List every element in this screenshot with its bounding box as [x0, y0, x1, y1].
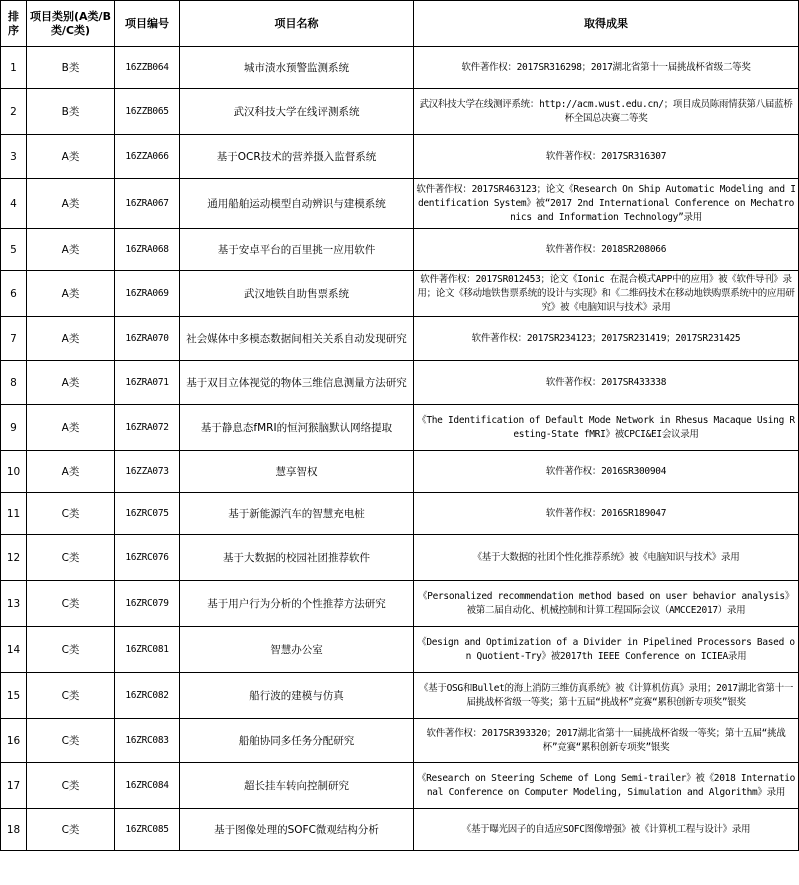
- cell-code: 16ZRA068: [115, 229, 180, 271]
- header-code: 项目编号: [115, 1, 180, 47]
- cell-category: A类: [27, 229, 115, 271]
- cell-category: C类: [27, 673, 115, 719]
- cell-code: 16ZRA072: [115, 405, 180, 451]
- cell-code: 16ZRA070: [115, 317, 180, 361]
- cell-category: C类: [27, 581, 115, 627]
- table-row: [1, 229, 799, 271]
- cell-code: 16ZZA073: [115, 451, 180, 493]
- table-row: [1, 47, 799, 89]
- cell-category: A类: [27, 317, 115, 361]
- table-row: [1, 627, 799, 673]
- cell-index: 16: [1, 719, 27, 763]
- table-row: [1, 405, 799, 451]
- cell-code: 16ZRC085: [115, 809, 180, 851]
- cell-category: A类: [27, 451, 115, 493]
- cell-index: 6: [1, 271, 27, 317]
- cell-category: C类: [27, 719, 115, 763]
- cell-result: 软件著作权：2016SR189047: [414, 493, 799, 535]
- cell-code: 16ZRC076: [115, 535, 180, 581]
- cell-category: C类: [27, 627, 115, 673]
- cell-result: 软件著作权：2017SR012453；论文《Ionic 在混合模式APP中的应用》被《软件导刊》录用；论文《移动地铁售票系统的设计与实现》和《二维码技术在移动地铁购票系统中的应用研究》被《电脑知识与技术》录用: [414, 271, 799, 317]
- cell-index: 9: [1, 405, 27, 451]
- cell-category: B类: [27, 89, 115, 135]
- cell-index: 5: [1, 229, 27, 271]
- cell-category: A类: [27, 179, 115, 229]
- header-row: [1, 1, 799, 47]
- cell-category: C类: [27, 763, 115, 809]
- cell-result: 软件著作权：2017SR433338: [414, 361, 799, 405]
- cell-category: A类: [27, 271, 115, 317]
- cell-name: 社会媒体中多模态数据间相关关系自动发现研究: [180, 317, 414, 361]
- cell-index: 18: [1, 809, 27, 851]
- cell-name: 基于安卓平台的百里挑一应用软件: [180, 229, 414, 271]
- cell-code: 16ZZB065: [115, 89, 180, 135]
- cell-code: 16ZRC083: [115, 719, 180, 763]
- cell-name: 船行波的建模与仿真: [180, 673, 414, 719]
- table-row: [1, 763, 799, 809]
- cell-category: A类: [27, 405, 115, 451]
- cell-category: A类: [27, 135, 115, 179]
- cell-code: 16ZRA069: [115, 271, 180, 317]
- cell-result: 《基于OSG和Bullet的海上消防三维仿真系统》被《计算机仿真》录用；2017湖北省第十一届挑战杯省级一等奖；第十五届“挑战杯”竞赛“累积创新专项奖”银奖: [414, 673, 799, 719]
- cell-category: B类: [27, 47, 115, 89]
- cell-name: 通用船舶运动模型自动辨识与建模系统: [180, 179, 414, 229]
- cell-index: 13: [1, 581, 27, 627]
- cell-index: 12: [1, 535, 27, 581]
- cell-result: 《基于大数据的社团个性化推荐系统》被《电脑知识与技术》录用: [414, 535, 799, 581]
- table-row: [1, 535, 799, 581]
- cell-index: 3: [1, 135, 27, 179]
- cell-name: 基于新能源汽车的智慧充电桩: [180, 493, 414, 535]
- table-body: [1, 47, 799, 851]
- cell-index: 7: [1, 317, 27, 361]
- header-name: 项目名称: [180, 1, 414, 47]
- cell-result: 软件著作权：2017SR316298；2017湖北省第十一届挑战杯省级二等奖: [414, 47, 799, 89]
- header-category: 项目类别(A类/B类/C类): [27, 1, 115, 47]
- cell-result: 软件著作权：2017SR393320；2017湖北省第十一届挑战杯省级一等奖；第十五届“挑战杯”竞赛“累积创新专项奖”银奖: [414, 719, 799, 763]
- table-row: [1, 673, 799, 719]
- cell-code: 16ZRC075: [115, 493, 180, 535]
- cell-name: 武汉科技大学在线评测系统: [180, 89, 414, 135]
- cell-name: 武汉地铁自助售票系统: [180, 271, 414, 317]
- cell-name: 基于图像处理的SOFC微观结构分析: [180, 809, 414, 851]
- table-row: [1, 809, 799, 851]
- cell-index: 15: [1, 673, 27, 719]
- cell-category: C类: [27, 493, 115, 535]
- cell-result: 《基于曝光因子的自适应SOFC图像增强》被《计算机工程与设计》录用: [414, 809, 799, 851]
- table-row: [1, 361, 799, 405]
- table-row: [1, 89, 799, 135]
- table-row: [1, 581, 799, 627]
- cell-index: 17: [1, 763, 27, 809]
- cell-name: 智慧办公室: [180, 627, 414, 673]
- cell-index: 1: [1, 47, 27, 89]
- cell-name: 基于OCR技术的营养摄入监督系统: [180, 135, 414, 179]
- cell-index: 2: [1, 89, 27, 135]
- cell-result: 《Design and Optimization of a Divider in Pipelined Processors Based on Quotient-Try》被2017th IEEE Conference on ICIEA录用: [414, 627, 799, 673]
- cell-name: 超长挂车转向控制研究: [180, 763, 414, 809]
- cell-index: 11: [1, 493, 27, 535]
- cell-code: 16ZRC079: [115, 581, 180, 627]
- cell-result: 《Research on Steering Scheme of Long Semi-trailer》被《2018 International Conference on Computer Modeling, Simulation and Algorithm》录用: [414, 763, 799, 809]
- cell-result: 软件著作权：2018SR208066: [414, 229, 799, 271]
- cell-category: A类: [27, 361, 115, 405]
- cell-code: 16ZZB064: [115, 47, 180, 89]
- cell-result: 软件著作权：2017SR463123；论文《Research On Ship Automatic Modeling and Identification System》被“2017 2nd International Conference on Mechatronics and Information Technology”录用: [414, 179, 799, 229]
- table-row: [1, 317, 799, 361]
- cell-result: 《The Identification of Default Mode Network in Rhesus Macaque Using Resting-State fMRI》被CPCI&EI会议录用: [414, 405, 799, 451]
- cell-category: C类: [27, 809, 115, 851]
- cell-result: 《Personalized recommendation method based on user behavior analysis》被第二届自动化、机械控制和计算工程国际会议（AMCCE2017）录用: [414, 581, 799, 627]
- cell-result: 软件著作权：2017SR234123；2017SR231419；2017SR231425: [414, 317, 799, 361]
- cell-index: 14: [1, 627, 27, 673]
- cell-category: C类: [27, 535, 115, 581]
- header-index: 排序: [1, 1, 27, 47]
- cell-code: 16ZRA071: [115, 361, 180, 405]
- cell-code: 16ZRC084: [115, 763, 180, 809]
- cell-name: 城市渍水预警监测系统: [180, 47, 414, 89]
- cell-index: 10: [1, 451, 27, 493]
- table-row: [1, 271, 799, 317]
- cell-index: 8: [1, 361, 27, 405]
- cell-code: 16ZZA066: [115, 135, 180, 179]
- cell-name: 基于静息态fMRI的恒河猴脑默认网络提取: [180, 405, 414, 451]
- header-result: 取得成果: [414, 1, 799, 47]
- cell-result: 软件著作权：2017SR316307: [414, 135, 799, 179]
- table-row: [1, 135, 799, 179]
- cell-code: 16ZRA067: [115, 179, 180, 229]
- cell-code: 16ZRC081: [115, 627, 180, 673]
- cell-name: 基于双目立体视觉的物体三维信息测量方法研究: [180, 361, 414, 405]
- table-row: [1, 719, 799, 763]
- cell-result: 软件著作权：2016SR300904: [414, 451, 799, 493]
- table-row: [1, 493, 799, 535]
- cell-code: 16ZRC082: [115, 673, 180, 719]
- table-row: [1, 451, 799, 493]
- cell-index: 4: [1, 179, 27, 229]
- cell-name: 船舶协同多任务分配研究: [180, 719, 414, 763]
- cell-name: 慧享智权: [180, 451, 414, 493]
- table-row: [1, 179, 799, 229]
- cell-name: 基于大数据的校园社团推荐软件: [180, 535, 414, 581]
- cell-name: 基于用户行为分析的个性推荐方法研究: [180, 581, 414, 627]
- cell-result: 武汉科技大学在线测评系统：http://acm.wust.edu.cn/；项目成员陈雨情获第八届蓝桥杯全国总决赛二等奖: [414, 89, 799, 135]
